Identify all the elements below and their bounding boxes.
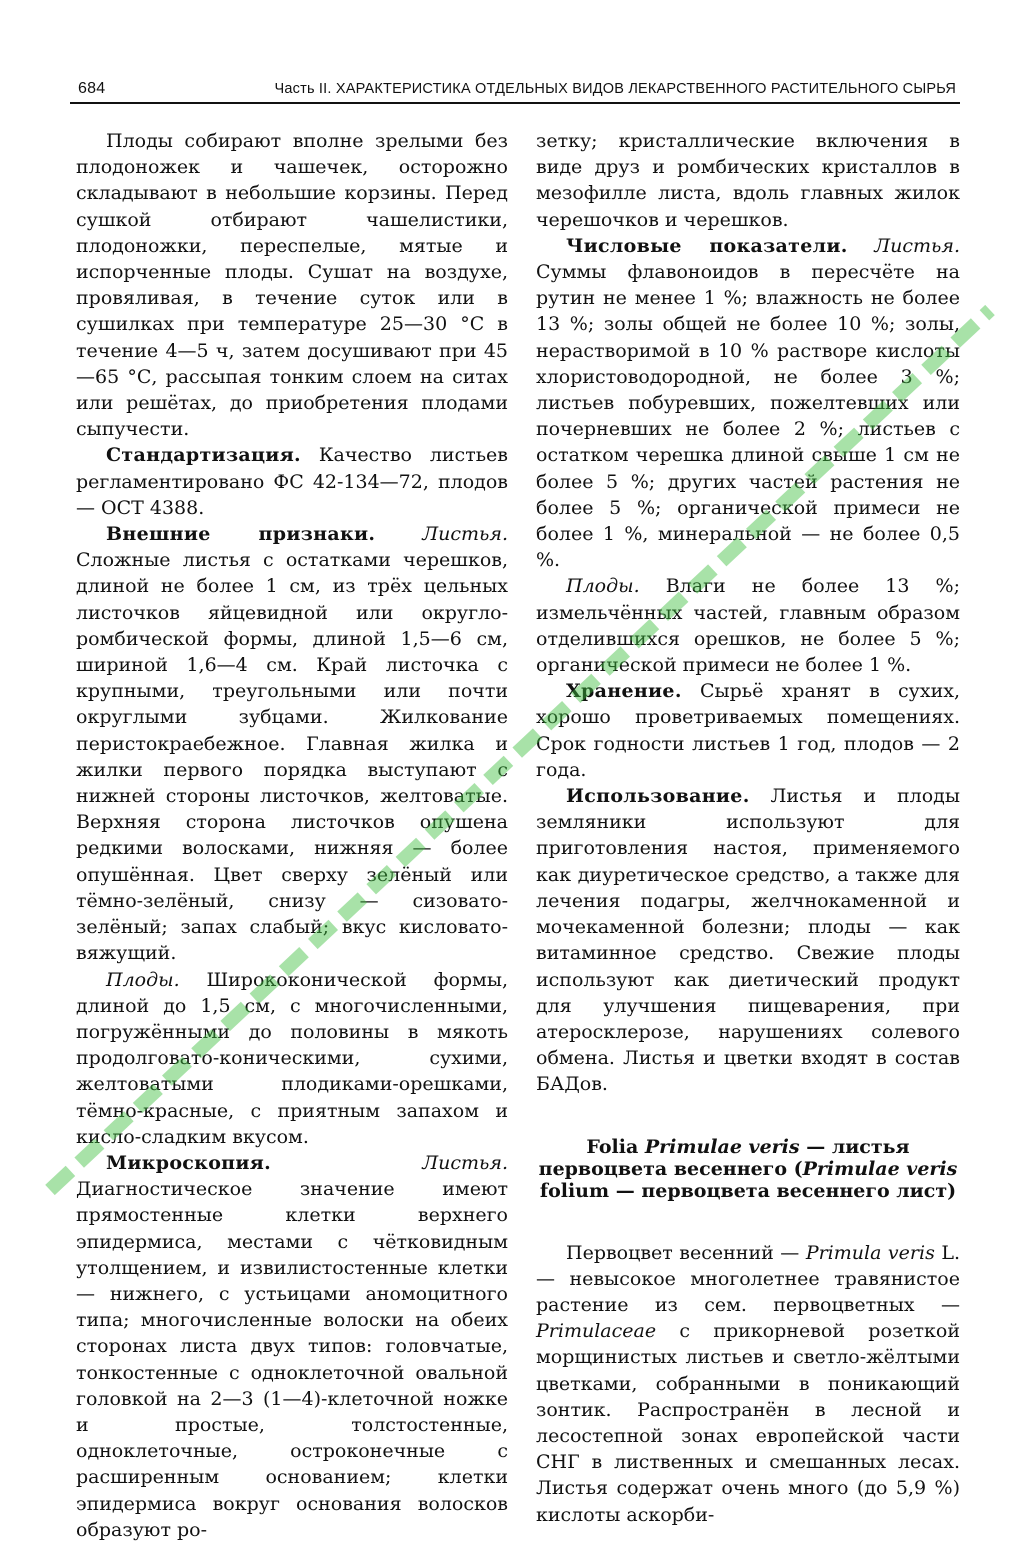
paragraph-fruits: Плоды. Ширококонической формы, длиной до 1,5 см, с многочисленными, погружёнными до половины в мякоть продолговато-коническими, сухими, желтоватыми плодиками-орешками, тёмно-красные, с приятным запахом и кисло-сладким вкусом. bbox=[76, 968, 508, 1148]
heading-usage: Использование. bbox=[566, 785, 750, 808]
paragraph-continuation: зетку; кристаллические включения в виде друз и ромбических кристаллов в мезофилле листа, вдоль главных жилок черешочков и черешков. bbox=[536, 130, 960, 231]
left-column bbox=[76, 128, 508, 1543]
section-heading-primula: Folia Primulae veris — листья первоцвета весеннего (Primulae veris folium — первоцвета весеннего лист) bbox=[538, 1135, 958, 1202]
paragraph-storage: Хранение. Сырьё хранят в сухих, хорошо проветриваемых помещениях. Срок годности листьев 1 год, плодов — 2 года. bbox=[536, 680, 960, 781]
heading-storage: Хранение. bbox=[566, 680, 682, 703]
paragraph-numeric-indicators: Числовые показатели. Листья. Суммы флавоноидов в пересчёте на рутин не менее 1 %; влажность не более 13 %; золы общей не более 10 %; золы, нерастворимой в 10 % растворе кислоты хлористоводородной, не более 3 %; листьев побуревших, пожелтевших или почерневших не более 2 %; листьев с остатком черешка длиной свыше 1 см не более 5 %; других частей растения не более 5 %; органической примеси не более 1 %, минеральной — не более 0,5 %. bbox=[536, 234, 960, 572]
heading-microscopy: Микроскопия. bbox=[106, 1151, 272, 1174]
right-column bbox=[536, 128, 960, 1528]
paragraph-harvest: Плоды собирают вполне зрелыми без плодоножек и чашечек, осторожно складывают в небольшие корзины. Перед сушкой отбирают чашелистики, плодоножки, переспелые, мятые и испорченные плоды. Сушат на воздухе, провяливая, в течение суток или в сушилках при температуре 25—30 °С в течение 4—5 ч, затем досушивают при 45—65 °С, рассыпая тонким слоем на ситах или решётах, до приобретения плодами сыпучести. bbox=[76, 130, 508, 441]
paragraph-external-signs: Внешние признаки. Листья. Сложные листья с остатками черешков, длиной не более 1 см, из трёх цельных листочков яйцевидной или округло-ромбической формы, длиной 1,5—6 см, шириной 1,6—4 см. Край листочка с крупными, треугольными или почти округлыми зубцами. Жилкование перистокраебежное. Главная жилка и жилки первого порядка выступают с нижней стороны листочков, желтоватые. Верхняя сторона листочков опушена редкими волосками, нижняя — более опушённая. Цвет сверху зелёный или тёмно-зелёный, снизу — сизовато-зелёный; запах слабый; вкус кисловато-вяжущий. bbox=[76, 523, 508, 965]
paragraph-fruits-indicators: Плоды. Влаги не более 13 %; измельчённых частей, главным образом отделившихся орешков, не более 5 %; органической примеси не более 1 %. bbox=[536, 575, 960, 677]
running-title: Часть II. ХАРАКТЕРИСТИКА ОТДЕЛЬНЫХ ВИДОВ ЛЕКАРСТВЕННОГО РАСТИТЕЛЬНОГО СЫРЬЯ bbox=[274, 81, 956, 97]
header-rule bbox=[70, 102, 960, 104]
page-number: 684 bbox=[78, 80, 106, 97]
paragraph-standardization: Стандартизация. Качество листьев регламентировано ФС 42-134—72, плодов — ОСТ 4388. bbox=[76, 444, 508, 519]
page-header bbox=[70, 78, 958, 104]
paragraph-microscopy: Микроскопия. Листья. Диагностическое значение имеют прямостенные клетки верхнего эпидермиса, местами с чётковидным утолщением, и извилистостенные клетки — нижнего, с устьицами аномоцитного типа; многочисленные волоски на обеих сторонах листа двух типов: головчатые, тонкостенные с одноклеточной овальной головкой на 2—3 (1—4)-клеточной ножке и простые, толстостенные, одноклеточные, остроконечные с расширенным основанием; клетки эпидермиса вокруг основания волосков образуют ро- bbox=[76, 1151, 508, 1541]
paragraph-usage: Использование. Листья и плоды земляники используют для приготовления настоя, применяемого как диуретическое средство, а также для лечения подагры, желчнокаменной и мочекаменной болезни; плоды — как витаминное средство. Свежие плоды используют как диетический продукт для улучшения пищеварения, при атеросклерозе, нарушениях солевого обмена. Листья и цветки входят в состав БАДов. bbox=[536, 785, 960, 1096]
heading-standardization: Стандартизация. bbox=[106, 444, 301, 467]
heading-external-signs: Внешние признаки. bbox=[106, 523, 376, 546]
heading-numeric-indicators: Числовые показатели. bbox=[566, 234, 848, 257]
paragraph-primula: Первоцвет весенний — Primula veris L. — невысокое многолетнее травянистое растение из сем. первоцветных — Primulaceae с прикорневой розеткой морщинистых листьев и светло-жёлтыми цветками, собранными в поникающий зонтик. Распространён в лесной и лесостепной зонах европейской части СНГ в лиственных и смешанных лесах. Листья содержат очень много (до 5,9 %) кислоты аскорби- bbox=[536, 1241, 960, 1526]
